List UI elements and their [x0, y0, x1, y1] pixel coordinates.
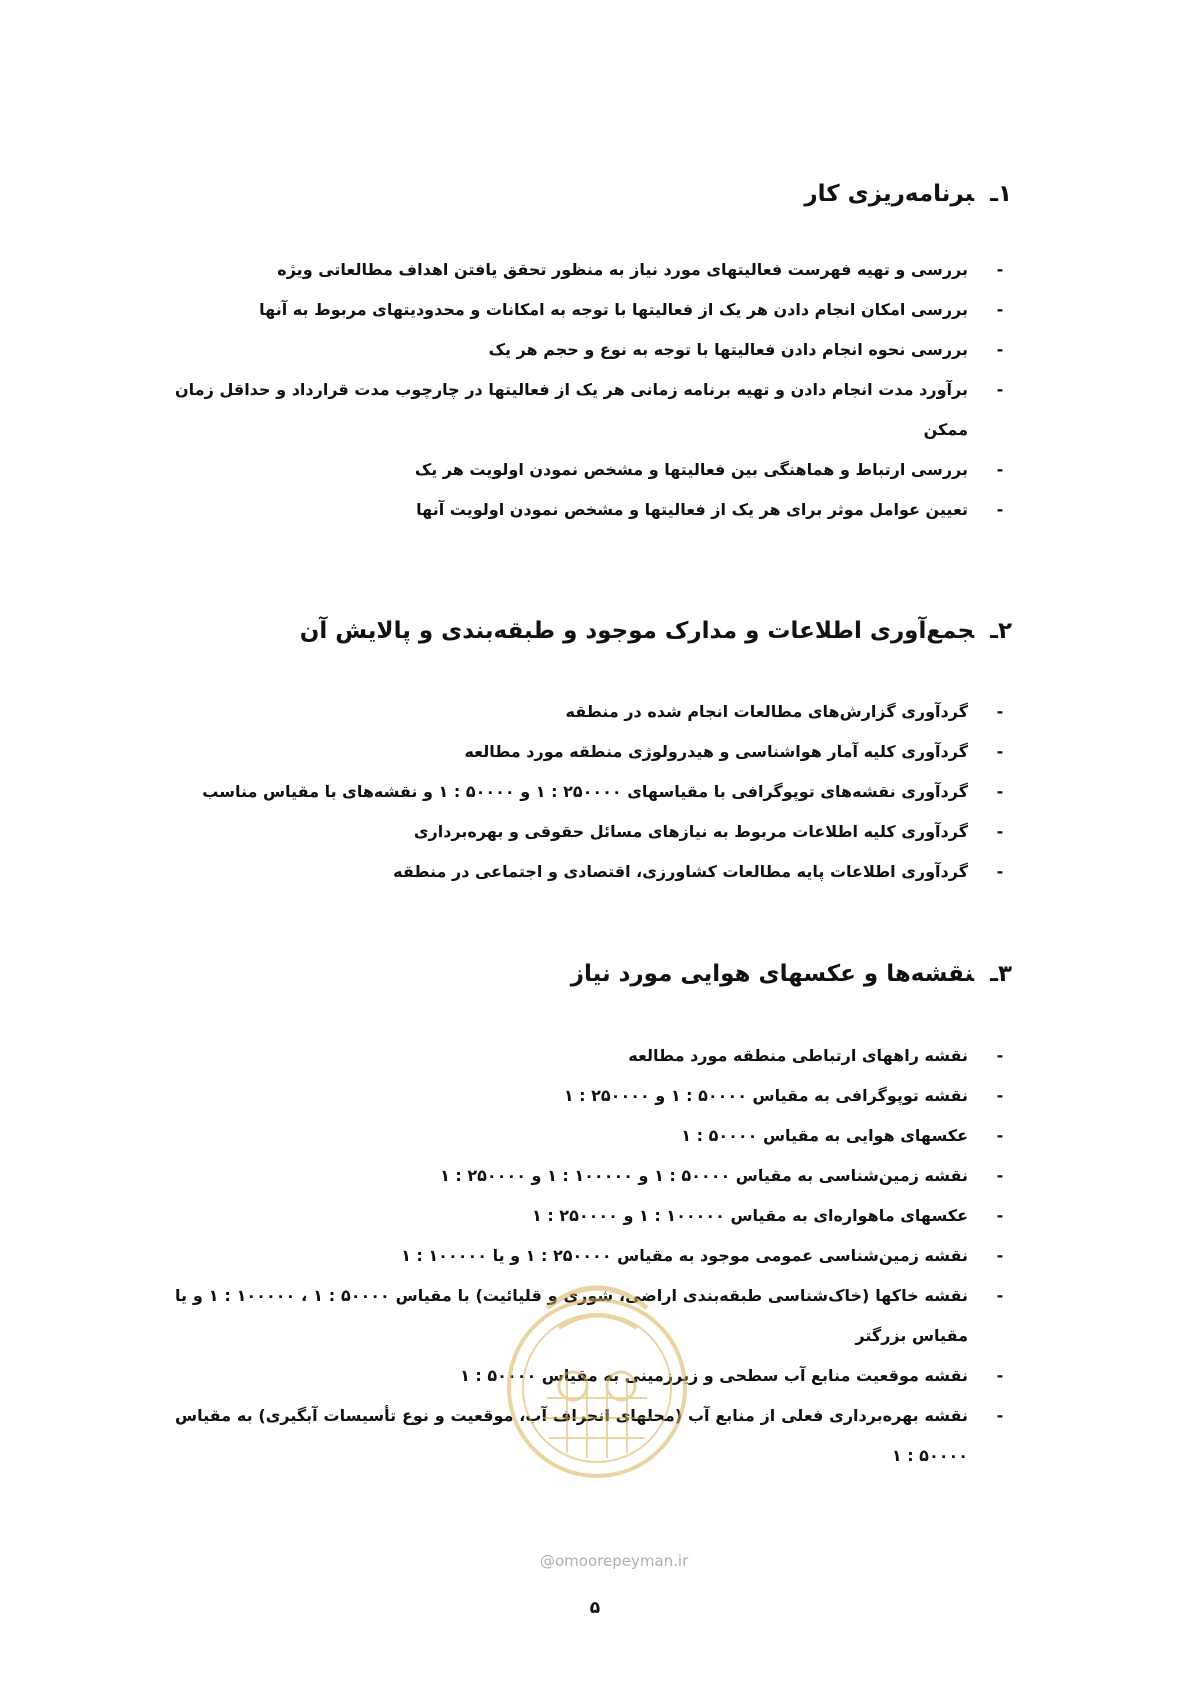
bullet-dash: - — [996, 1126, 1004, 1145]
bullet-dash: - — [996, 1046, 1004, 1065]
list-item-text: عکسهای هوایی به مقیاس ۵۰۰۰۰ : ۱ — [681, 1126, 968, 1145]
section-2-heading — [300, 615, 1012, 647]
list-item-text: بررسی نحوه انجام دادن فعالیتها با توجه به نوع و حجم هر یک — [488, 340, 968, 359]
list-item — [175, 1196, 1010, 1236]
bullet-dash: - — [996, 460, 1004, 479]
list-item — [175, 1036, 1010, 1076]
section-3-title: نقشه‌ها و عکسهای هوایی مورد نیاز — [570, 961, 975, 987]
bullet-dash: - — [996, 1366, 1004, 1385]
bullet-dash: - — [996, 822, 1004, 841]
list-item — [175, 1076, 1010, 1116]
section-1-list — [175, 250, 1010, 530]
list-item — [175, 1156, 1010, 1196]
list-item-text: گردآوری نقشه‌های توپوگرافی با مقیاسهای ۲۵۰۰۰۰ : ۱ و ۵۰۰۰۰ : ۱ و نقشه‌های با مقیاس مناسب — [202, 782, 968, 801]
list-item-text: نقشه خاکها (خاک‌شناسی طبقه‌بندی اراضی، شوری و قلیائیت) با مقیاس ۵۰۰۰۰ : ۱ ، ۱۰۰۰۰۰ : ۱ و یا مقیاس بزرگتر — [175, 1286, 969, 1345]
list-item-text: گردآوری کلیه آمار هواشناسی و هیدرولوژی منطقه مورد مطالعه — [464, 742, 968, 761]
section-3-list — [175, 1036, 1010, 1476]
watermark-site-text: omoorepeyman.ir — [555, 1552, 689, 1570]
list-item-text: گردآوری اطلاعات پایه مطالعات کشاورزی، اقتصادی و اجتماعی در منطقه — [393, 862, 968, 881]
list-item — [175, 1396, 1010, 1476]
list-item — [175, 812, 1010, 852]
list-item-text: نقشه راههای ارتباطی منطقه مورد مطالعه — [628, 1046, 968, 1065]
list-item — [175, 330, 1010, 370]
section-1-number: ۱ـ — [990, 181, 1012, 207]
list-item — [175, 250, 1010, 290]
list-item — [175, 1356, 1010, 1396]
section-3-heading — [571, 958, 1012, 990]
bullet-dash: - — [996, 742, 1004, 761]
section-2-number: ۲ـ — [990, 618, 1012, 644]
list-item-text: عکسهای ماهواره‌ای به مقیاس ۱۰۰۰۰۰ : ۱ و ۲۵۰۰۰۰ : ۱ — [531, 1206, 968, 1225]
at-icon: @ — [540, 1552, 555, 1570]
list-item — [175, 1116, 1010, 1156]
list-item-text: بررسی امکان انجام دادن هر یک از فعالیتها با توجه به امکانات و محدودیتهای مربوط به آنها — [259, 300, 968, 319]
list-item-text: نقشه بهره‌برداری فعلی از منابع آب (محلهای انحراف آب، موقعیت و نوع تأسیسات آبگیری) به مقیاس ۵۰۰۰۰ : ۱ — [175, 1406, 968, 1465]
list-item-text: بررسی ارتباط و هماهنگی بین فعالیتها و مشخص نمودن اولویت هر یک — [414, 460, 968, 479]
list-item — [175, 732, 1010, 772]
list-item — [175, 490, 1010, 530]
list-item-text: نقشه زمین‌شناسی عمومی موجود به مقیاس ۲۵۰۰۰۰ : ۱ و یا ۱۰۰۰۰۰ : ۱ — [401, 1246, 968, 1265]
list-item — [175, 692, 1010, 732]
bullet-dash: - — [996, 1246, 1004, 1265]
bullet-dash: - — [996, 300, 1004, 319]
section-2-list — [175, 692, 1010, 892]
list-item-text: برآورد مدت انجام دادن و تهیه برنامه زمانی هر یک از فعالیتها در چارچوب مدت قرارداد و حداقل زمان ممکن — [175, 380, 968, 439]
list-item — [175, 772, 1010, 812]
list-item-text: گردآوری گزارش‌های مطالعات انجام شده در منطقه — [565, 702, 968, 721]
list-item-text: گردآوری کلیه اطلاعات مربوط به نیازهای مسائل حقوقی و بهره‌برداری — [413, 822, 968, 841]
list-item — [175, 852, 1010, 892]
bullet-dash: - — [996, 1286, 1004, 1305]
bullet-dash: - — [996, 380, 1004, 399]
list-item-text: نقشه زمین‌شناسی به مقیاس ۵۰۰۰۰ : ۱ و ۱۰۰۰۰۰ : ۱ و ۲۵۰۰۰۰ : ۱ — [440, 1166, 968, 1185]
list-item — [175, 1276, 1010, 1356]
section-1-title: برنامه‌ریزی کار — [804, 181, 975, 207]
list-item-text: نقشه توپوگرافی به مقیاس ۵۰۰۰۰ : ۱ و ۲۵۰۰۰۰ : ۱ — [563, 1086, 968, 1105]
bullet-dash: - — [996, 1166, 1004, 1185]
list-item — [175, 1236, 1010, 1276]
section-3-number: ۳ـ — [990, 961, 1012, 987]
bullet-dash: - — [996, 1206, 1004, 1225]
bullet-dash: - — [996, 340, 1004, 359]
bullet-dash: - — [996, 260, 1004, 279]
list-item — [175, 290, 1010, 330]
list-item — [175, 450, 1010, 490]
section-1-heading — [804, 178, 1012, 210]
bullet-dash: - — [996, 702, 1004, 721]
bullet-dash: - — [996, 862, 1004, 881]
bullet-dash: - — [996, 782, 1004, 801]
bullet-dash: - — [996, 1406, 1004, 1425]
section-2-title: جمع‌آوری اطلاعات و مدارک موجود و طبقه‌بندی و پالایش آن — [299, 618, 975, 644]
bullet-dash: - — [996, 1086, 1004, 1105]
list-item-text: بررسی و تهیه فهرست فعالیتهای مورد نیاز به منظور تحقق یافتن اهداف مطالعاتی ویژه — [277, 260, 968, 279]
watermark-site — [540, 1552, 740, 1570]
list-item — [175, 370, 1010, 450]
bullet-dash: - — [996, 500, 1004, 519]
page-number: ۵ — [589, 1598, 601, 1618]
list-item-text: نقشه موقعیت منابع آب سطحی و زیرزمینی به مقیاس ۵۰۰۰۰ : ۱ — [460, 1366, 968, 1385]
list-item-text: تعیین عوامل موثر برای هر یک از فعالیتها و مشخص نمودن اولویت آنها — [416, 500, 968, 519]
